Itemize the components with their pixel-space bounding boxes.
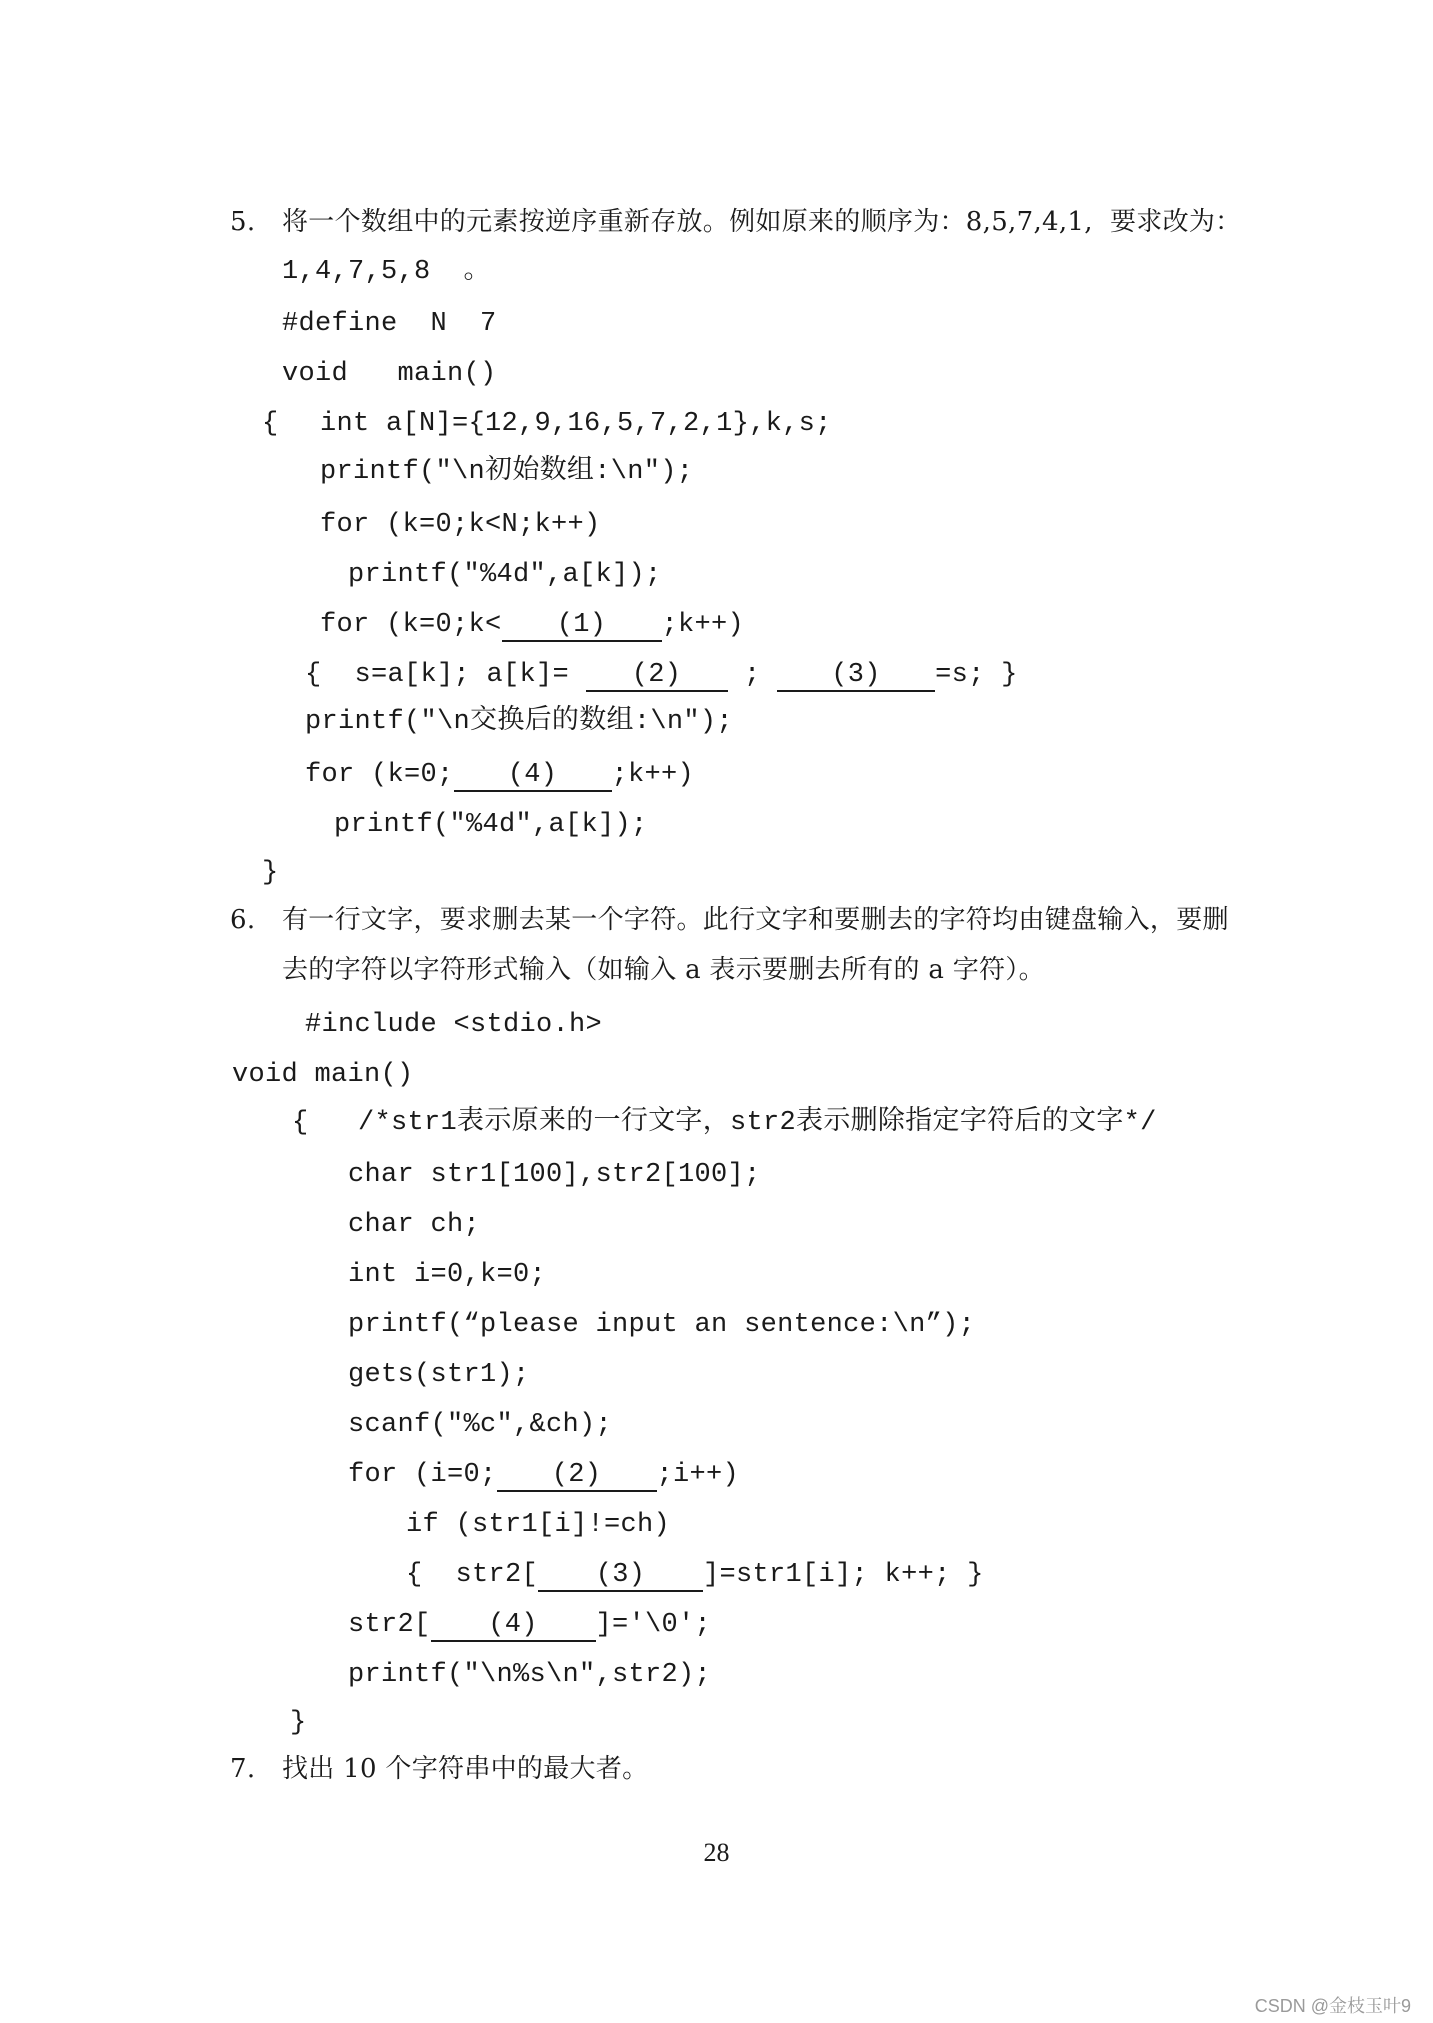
q5-code-decl: int a[N]={12,9,16,5,7,2,1},k,s;: [320, 409, 832, 439]
q5-text-line2: 1,4,7,5,8 。: [282, 257, 491, 287]
q5-text-line1: 将一个数组中的元素按逆序重新存放。例如原来的顺序为：8,5,7,4,1, 要求改为：: [282, 207, 1242, 237]
q6-text-line2: 去的字符以字符形式输入（如输入 a 表示要删去所有的 a 字符）。: [282, 955, 1045, 985]
q6-code-comment: { /*str1表示原来的一行文字，str2表示删除指定字符后的文字*/: [292, 1108, 1157, 1138]
q6-blank-3: (3): [538, 1560, 703, 1592]
q6-text-line1: 有一行文字，要求删去某一个字符。此行文字和要删去的字符均由键盘输入，要删: [282, 905, 1229, 935]
q6-number: 6.: [230, 905, 256, 935]
blank-2: (2): [586, 660, 728, 692]
q6-code-int-decl: int i=0,k=0;: [348, 1260, 547, 1290]
q5-code-swap: [305, 658, 1018, 692]
q6-code-main: void main(): [232, 1060, 414, 1090]
q7-text: 找出 10 个字符串中的最大者。: [282, 1754, 649, 1784]
q5-code-brace-close: }: [262, 858, 279, 888]
q5-code-printf-elem1: printf("%4d",a[k]);: [348, 560, 662, 590]
q5-for3-post: ;k++): [611, 760, 695, 790]
q6-code-assign: [406, 1558, 984, 1592]
q5-code-brace-open: {: [262, 409, 279, 439]
q5-code-main: void main(): [282, 359, 497, 389]
q6-code-char-decl: char str1[100],str2[100];: [348, 1160, 761, 1190]
q5-code-printf-swapped: printf("\n交换后的数组:\n");: [305, 707, 733, 737]
q6-code-scanf: scanf("%c",&ch);: [348, 1410, 613, 1440]
q5-code-printf-init: printf("\n初始数组:\n");: [320, 457, 694, 487]
q6-blank-2: (2): [497, 1460, 657, 1492]
q5-code-for3: [305, 758, 694, 792]
q6-code-printf-prompt: printf(“please input an sentence:\n”);: [348, 1310, 976, 1340]
blank-3: (3): [777, 660, 935, 692]
q6-for-post: ;i++): [656, 1460, 740, 1490]
q6-assign-post: ]=str1[i]; k++; }: [703, 1560, 984, 1590]
q5-code-define: #define N 7: [282, 309, 497, 339]
blank-4: (4): [454, 760, 612, 792]
q5-for2-pre: for (k=0;k<: [320, 610, 502, 640]
q6-for-pre: for (i=0;: [348, 1460, 497, 1490]
q5-number: 5.: [230, 207, 256, 237]
q6-assign-pre: { str2[: [406, 1560, 539, 1590]
q6-term-post: ]='\0';: [595, 1610, 712, 1640]
q5-code-for1: for (k=0;k<N;k++): [320, 510, 601, 540]
page-number: 28: [703, 1838, 730, 1867]
q5-code-printf-elem2: printf("%4d",a[k]);: [334, 810, 648, 840]
q5-for3-pre: for (k=0;: [305, 760, 454, 790]
q6-code-include: #include <stdio.h>: [305, 1010, 603, 1040]
q5-code-for2: [320, 608, 744, 642]
q5-swap-mid: ;: [727, 660, 778, 690]
q6-code-term: [348, 1608, 711, 1642]
q6-code-if: if (str1[i]!=ch): [406, 1510, 671, 1540]
blank-1: (1): [502, 610, 662, 642]
q6-code-gets: gets(str1);: [348, 1360, 530, 1390]
q6-code-for: [348, 1458, 739, 1492]
q6-term-pre: str2[: [348, 1610, 431, 1640]
q6-code-char-ch: char ch;: [348, 1210, 481, 1240]
q7-number: 7.: [230, 1754, 256, 1784]
watermark: CSDN @金枝玉叶9: [1254, 1996, 1411, 2016]
q6-blank-4: (4): [431, 1610, 596, 1642]
q5-swap-pre: { s=a[k]; a[k]=: [305, 660, 586, 690]
q5-for2-post: ;k++): [661, 610, 745, 640]
q6-code-brace-close: }: [290, 1708, 307, 1738]
q5-swap-post: =s; }: [935, 660, 1018, 690]
q6-code-printf-out: printf("\n%s\n",str2);: [348, 1660, 712, 1690]
